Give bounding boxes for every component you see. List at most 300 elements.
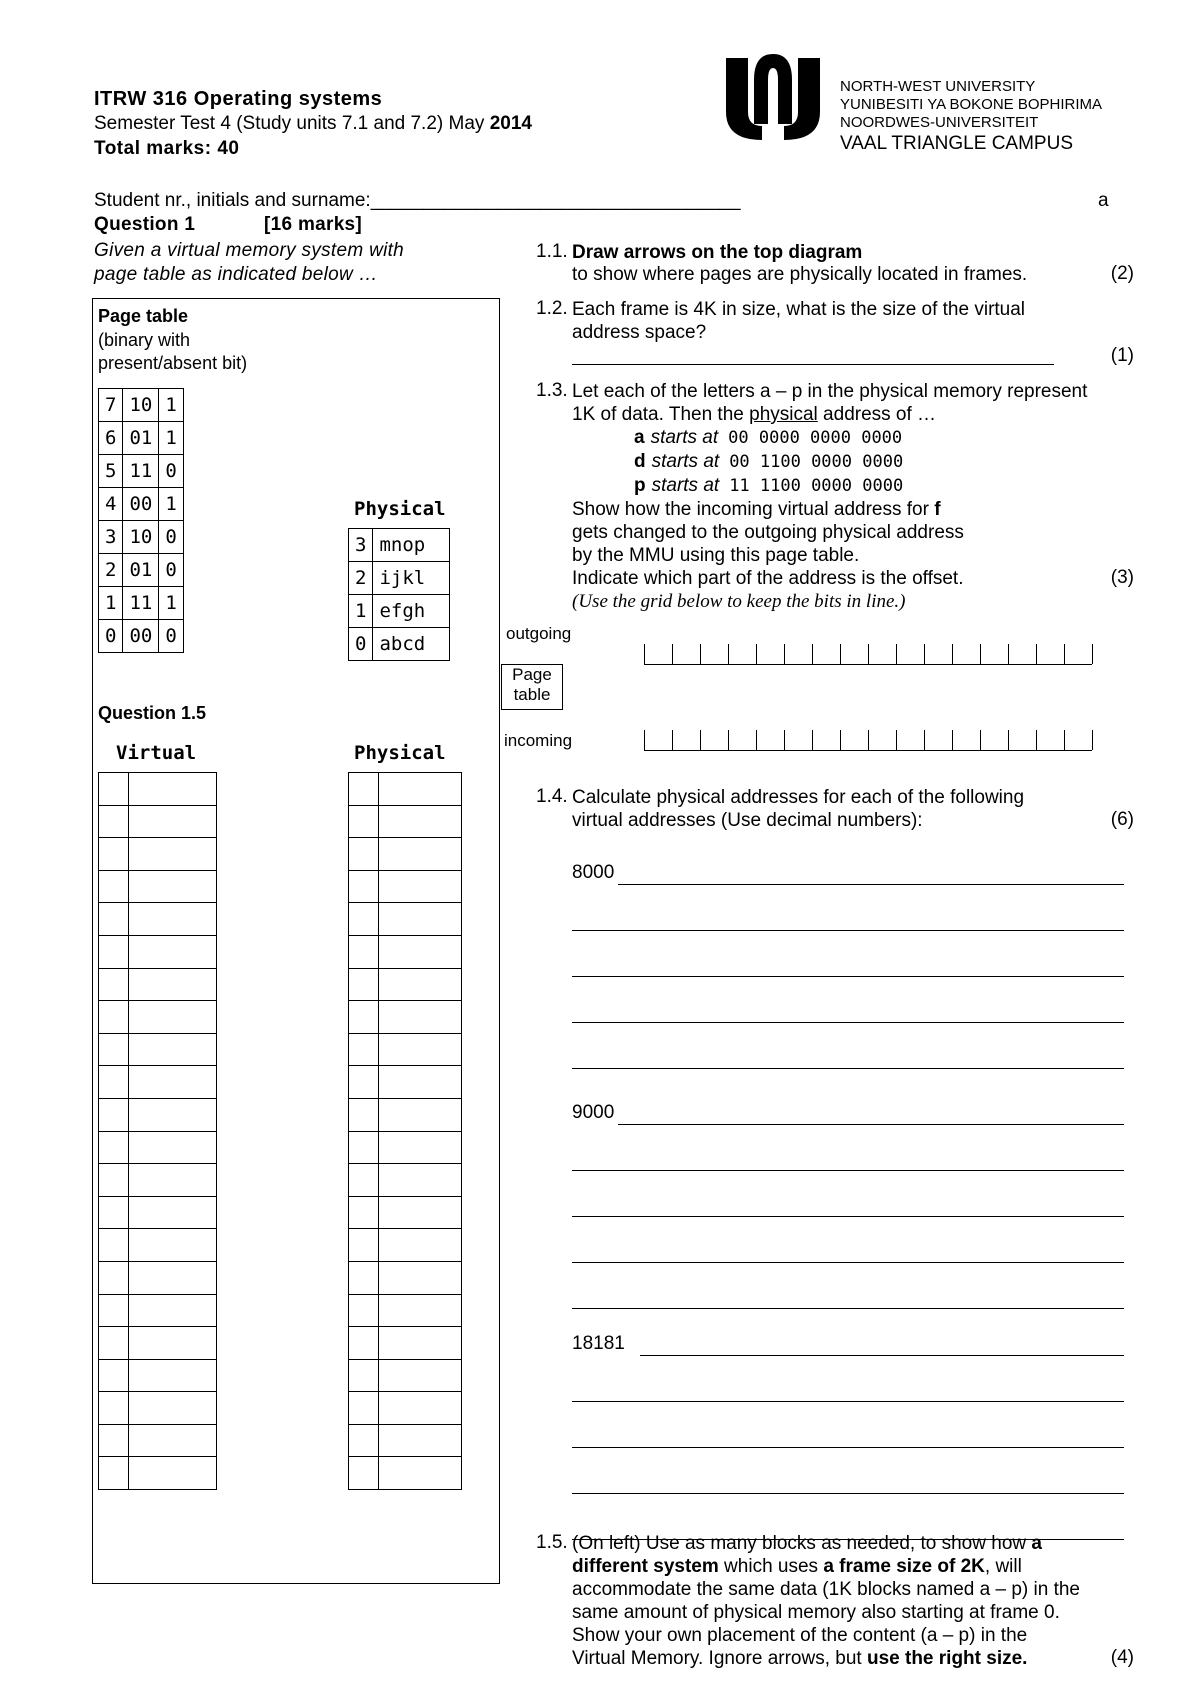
memory-block-row[interactable] — [99, 1457, 217, 1490]
bit-cell-divider — [1092, 730, 1093, 750]
q15-text-1a: (On left) Use as many blocks as needed, to show how — [572, 1533, 1032, 1554]
page-table-cell: 10 — [123, 389, 159, 422]
memory-block-cell[interactable] — [129, 903, 217, 936]
q12-text-2: address space? — [572, 322, 707, 343]
virtual-address-label: 18181 — [572, 1333, 625, 1354]
bit-cell-divider — [756, 730, 757, 750]
physical-frame-cell: 2 — [349, 562, 373, 595]
bit-cell-divider — [924, 644, 925, 664]
page-table-cell: 4 — [99, 488, 123, 521]
memory-block-cell[interactable] — [379, 1392, 462, 1425]
bit-cell-divider — [952, 644, 953, 664]
bit-cell-divider — [1008, 730, 1009, 750]
memory-block-cell[interactable] — [349, 805, 379, 838]
memory-block-cell[interactable] — [129, 1359, 217, 1392]
memory-block-cell[interactable] — [99, 1229, 129, 1262]
memory-block-row[interactable] — [99, 1327, 217, 1360]
memory-block-cell[interactable] — [99, 935, 129, 968]
memory-block-cell[interactable] — [349, 870, 379, 903]
memory-block-row[interactable] — [349, 1098, 462, 1131]
q15-text-2c: a frame size of 2K — [823, 1556, 985, 1577]
memory-block-cell[interactable] — [379, 1229, 462, 1262]
answer-line[interactable] — [572, 1308, 1124, 1309]
bit-cell-divider — [644, 730, 645, 750]
memory-block-cell[interactable] — [129, 1164, 217, 1197]
memory-block-cell[interactable] — [379, 773, 462, 806]
memory-block-cell[interactable] — [99, 1327, 129, 1360]
bit-cell-divider — [980, 730, 981, 750]
memory-block-row[interactable] — [349, 903, 462, 936]
logo-line-3: NOORDWES-UNIVERSITEIT — [840, 114, 1039, 131]
outgoing-bit-grid[interactable] — [644, 644, 1092, 665]
physical-frame-cell: efgh — [373, 595, 450, 628]
memory-block-row[interactable] — [99, 1033, 217, 1066]
subtitle-text: Semester Test 4 (Study units 7.1 and 7.2) May — [94, 113, 490, 134]
physical-label: Physical — [354, 498, 446, 520]
memory-block-cell[interactable] — [99, 1131, 129, 1164]
memory-block-cell[interactable] — [349, 1164, 379, 1197]
page-table-title: Page table — [98, 306, 189, 326]
q15-text-6a: Virtual Memory. Ignore arrows, but — [572, 1648, 867, 1669]
memory-block-cell[interactable] — [379, 1164, 462, 1197]
bit-cell-divider — [1036, 644, 1037, 664]
page-table-cell: 1 — [99, 587, 123, 620]
memory-block-cell[interactable] — [349, 903, 379, 936]
virtual-address-label: 9000 — [572, 1102, 615, 1123]
memory-block-row[interactable] — [349, 1196, 462, 1229]
memory-block-cell[interactable] — [129, 968, 217, 1001]
memory-block-cell[interactable] — [349, 1229, 379, 1262]
memory-block-row[interactable] — [349, 1327, 462, 1360]
physical-frame-row — [349, 562, 450, 595]
memory-block-cell[interactable] — [129, 1066, 217, 1099]
q15-text-4: same amount of physical memory also starting at frame 0. — [572, 1602, 1060, 1623]
incoming-bit-grid[interactable] — [644, 730, 1092, 751]
memory-block-row[interactable] — [99, 1261, 217, 1294]
physical-frame-cell: 3 — [349, 529, 373, 562]
bit-cell-divider — [812, 730, 813, 750]
q13-number: 1.3. — [536, 380, 568, 401]
memory-block-row[interactable] — [99, 838, 217, 871]
memory-block-cell[interactable] — [349, 838, 379, 871]
bit-cell-divider — [756, 644, 757, 664]
q12-mark: (1) — [1110, 345, 1134, 366]
question1-intro-1: Given a virtual memory system with — [94, 240, 405, 261]
memory-block-cell[interactable] — [129, 1294, 217, 1327]
bit-cell-divider — [728, 644, 729, 664]
physical-frame-cell: ijkl — [373, 562, 450, 595]
memory-block-cell[interactable] — [129, 1001, 217, 1034]
memory-block-cell[interactable] — [379, 1131, 462, 1164]
q12-text-1: Each frame is 4K in size, what is the size of the virtual — [572, 299, 1026, 320]
page-table-cell: 0 — [99, 620, 123, 653]
q15-text-3: accommodate the same data (1K blocks named a – p) in the — [572, 1579, 1080, 1600]
memory-block-cell[interactable] — [349, 1392, 379, 1425]
bit-cell-divider — [1064, 730, 1065, 750]
memory-block-row[interactable] — [99, 1359, 217, 1392]
test-version: a — [1098, 190, 1109, 211]
memory-block-cell[interactable] — [379, 1294, 462, 1327]
memory-block-cell[interactable] — [99, 1033, 129, 1066]
bit-cell-divider — [812, 644, 813, 664]
bit-cell-divider — [700, 644, 701, 664]
memory-block-row[interactable] — [99, 1131, 217, 1164]
bit-cell-divider — [672, 644, 673, 664]
memory-block-cell[interactable] — [379, 935, 462, 968]
mmu-table-label: table — [513, 685, 551, 704]
memory-block-cell[interactable] — [349, 1131, 379, 1164]
page-table-cell: 1 — [159, 488, 183, 521]
virtual-memory-grid[interactable] — [98, 772, 217, 1490]
q14-number: 1.4. — [536, 786, 568, 807]
memory-block-cell[interactable] — [349, 1066, 379, 1099]
memory-block-cell[interactable] — [129, 870, 217, 903]
q13-physical-word: physical — [749, 404, 818, 425]
q14-mark: (6) — [1110, 809, 1134, 830]
q15-text-1 — [572, 1532, 1042, 1555]
memory-block-cell[interactable] — [129, 1033, 217, 1066]
memory-block-row[interactable] — [349, 1359, 462, 1392]
memory-block-cell[interactable] — [349, 1001, 379, 1034]
q14-text-2: virtual addresses (Use decimal numbers): — [572, 810, 923, 831]
page-table-sub-2: present/absent bit) — [98, 353, 248, 373]
memory-block-row[interactable] — [99, 1066, 217, 1099]
memory-block-row[interactable] — [349, 1001, 462, 1034]
q13-starts-at: starts at — [651, 475, 720, 496]
answer-line[interactable] — [572, 1493, 1124, 1494]
q12-number: 1.2. — [536, 298, 568, 319]
memory-block-cell[interactable] — [129, 1131, 217, 1164]
page-table-row — [99, 521, 184, 554]
memory-block-row[interactable] — [99, 1424, 217, 1457]
memory-block-cell[interactable] — [129, 1196, 217, 1229]
q13-text-2 — [572, 403, 936, 426]
bit-cell-divider — [1036, 730, 1037, 750]
memory-block-cell[interactable] — [349, 1359, 379, 1392]
page-table-sub-1: (binary with — [98, 330, 191, 350]
page-table-cell: 0 — [159, 554, 183, 587]
memory-block-cell[interactable] — [379, 1424, 462, 1457]
university-name — [840, 78, 1102, 156]
memory-block-cell[interactable] — [99, 773, 129, 806]
memory-block-row[interactable] — [99, 968, 217, 1001]
page-table-cell: 00 — [123, 620, 159, 653]
memory-block-cell[interactable] — [99, 968, 129, 1001]
memory-block-cell[interactable] — [129, 1392, 217, 1425]
answer-line[interactable] — [618, 884, 1124, 885]
memory-block-cell[interactable] — [129, 1457, 217, 1490]
q13-address-row — [634, 475, 903, 497]
page-table-cell: 6 — [99, 422, 123, 455]
memory-block-row[interactable] — [349, 773, 462, 806]
answer-line[interactable] — [572, 976, 1124, 977]
memory-block-cell[interactable] — [129, 1424, 217, 1457]
q13-letter: a — [634, 427, 645, 448]
question1-intro-2: page table as indicated below … — [94, 264, 378, 285]
logo-line-1: NORTH-WEST UNIVERSITY — [840, 78, 1036, 95]
memory-block-cell[interactable] — [379, 1457, 462, 1490]
bit-cell-divider — [924, 730, 925, 750]
q13-text-7: (Use the grid below to keep the bits in line.) — [572, 591, 906, 612]
memory-block-cell[interactable] — [99, 1196, 129, 1229]
question1-marks: [16 marks] — [264, 214, 363, 235]
memory-block-cell[interactable] — [349, 1261, 379, 1294]
q13-address-row — [634, 451, 903, 473]
q13-text-2b: address of … — [817, 404, 937, 425]
answer-line[interactable] — [572, 1068, 1124, 1069]
memory-block-cell[interactable] — [99, 1261, 129, 1294]
page-table-cell: 10 — [123, 521, 159, 554]
memory-block-cell[interactable] — [129, 1327, 217, 1360]
memory-block-row[interactable] — [349, 1229, 462, 1262]
answer-line[interactable] — [572, 1022, 1124, 1023]
memory-block-cell[interactable] — [379, 1359, 462, 1392]
memory-block-cell[interactable] — [99, 1359, 129, 1392]
memory-block-cell[interactable] — [349, 1457, 379, 1490]
bit-cell-divider — [868, 730, 869, 750]
q15-text-1b: a — [1031, 1533, 1042, 1554]
course-title: ITRW 316 Operating systems — [94, 88, 383, 110]
memory-block-cell[interactable] — [379, 1098, 462, 1131]
bit-cell-divider — [1092, 644, 1093, 664]
memory-block-cell[interactable] — [379, 1001, 462, 1034]
q13-letter-f: f — [934, 499, 941, 520]
virtual-address-label: 8000 — [572, 862, 615, 883]
page-table-row — [99, 488, 184, 521]
bit-cell-divider — [952, 730, 953, 750]
q15-text-6b: use the right size. — [866, 1648, 1028, 1669]
subtitle-year: 2014 — [489, 113, 532, 134]
memory-block-cell[interactable] — [99, 1066, 129, 1099]
q15-text-2d: , will — [984, 1556, 1022, 1577]
page-table — [98, 388, 184, 653]
page-table-cell: 5 — [99, 455, 123, 488]
memory-block-row[interactable] — [349, 968, 462, 1001]
memory-block-row[interactable] — [99, 1098, 217, 1131]
q13-starts-at: starts at — [650, 427, 719, 448]
empty-memory-table[interactable] — [98, 772, 217, 1490]
memory-block-cell[interactable] — [99, 805, 129, 838]
memory-block-cell[interactable] — [129, 805, 217, 838]
memory-block-row[interactable] — [349, 1424, 462, 1457]
memory-block-row[interactable] — [99, 1392, 217, 1425]
memory-block-cell[interactable] — [349, 1098, 379, 1131]
memory-block-cell[interactable] — [99, 1294, 129, 1327]
page-table-cell: 0 — [159, 620, 183, 653]
q13-text-6: Indicate which part of the address is the offset. — [572, 568, 964, 589]
memory-block-cell[interactable] — [129, 1229, 217, 1262]
memory-block-cell[interactable] — [99, 870, 129, 903]
memory-block-row[interactable] — [99, 773, 217, 806]
physical-frame-row — [349, 628, 450, 661]
memory-block-cell[interactable] — [99, 1457, 129, 1490]
memory-block-row[interactable] — [99, 935, 217, 968]
memory-block-cell[interactable] — [349, 968, 379, 1001]
total-marks: Total marks: 40 — [94, 138, 240, 159]
answer-line[interactable] — [572, 1447, 1124, 1448]
memory-block-row[interactable] — [349, 1131, 462, 1164]
memory-block-cell[interactable] — [99, 1001, 129, 1034]
memory-block-cell[interactable] — [349, 935, 379, 968]
memory-block-row[interactable] — [349, 870, 462, 903]
memory-block-row[interactable] — [99, 1294, 217, 1327]
page-table-mmu-box — [501, 664, 563, 710]
student-name-field[interactable]: Student nr., initials and surname:___________________________________ — [94, 190, 741, 211]
physical-frame-row — [349, 595, 450, 628]
q13-mark: (3) — [1110, 567, 1134, 588]
q15-text-6 — [572, 1647, 1027, 1670]
page-table-cell: 11 — [123, 455, 159, 488]
question15-title: Question 1.5 — [98, 703, 207, 723]
q13-address-row — [634, 427, 902, 449]
page-table-row — [99, 422, 184, 455]
memory-block-cell[interactable] — [129, 1098, 217, 1131]
empty-memory-table[interactable] — [348, 772, 462, 1490]
memory-block-row[interactable] — [99, 1229, 217, 1262]
memory-block-row[interactable] — [349, 1164, 462, 1197]
page-table-cell: 0 — [159, 521, 183, 554]
q15-text-5: Show your own placement of the content (a – p) in the — [572, 1625, 1028, 1646]
memory-block-cell[interactable] — [99, 903, 129, 936]
answer-line[interactable] — [618, 1124, 1124, 1125]
memory-block-cell[interactable] — [379, 838, 462, 871]
memory-block-cell[interactable] — [379, 870, 462, 903]
q13-letter: p — [634, 475, 646, 496]
q13-text-3a: Show how the incoming virtual address for — [572, 499, 935, 520]
answer-line[interactable] — [572, 1401, 1124, 1402]
memory-block-cell[interactable] — [379, 1066, 462, 1099]
memory-block-row[interactable] — [99, 1196, 217, 1229]
memory-block-cell[interactable] — [379, 805, 462, 838]
page-table-cell: 11 — [123, 587, 159, 620]
memory-block-cell[interactable] — [99, 1164, 129, 1197]
answer-line[interactable] — [572, 1170, 1124, 1171]
bit-cell-divider — [896, 730, 897, 750]
bit-cell-divider — [980, 644, 981, 664]
q13-text-3 — [572, 498, 941, 521]
outgoing-label: outgoing — [506, 624, 572, 643]
memory-block-cell[interactable] — [379, 903, 462, 936]
memory-block-cell[interactable] — [129, 773, 217, 806]
bit-cell-divider — [784, 730, 785, 750]
bit-cell-divider — [840, 730, 841, 750]
answer-line[interactable] — [572, 930, 1124, 931]
page-table-cell: 1 — [159, 422, 183, 455]
page-table-row — [99, 620, 184, 653]
q13-text-4: gets changed to the outgoing physical address — [572, 522, 964, 543]
memory-block-row[interactable] — [349, 1294, 462, 1327]
physical-frame-cell: mnop — [373, 529, 450, 562]
q13-text-1: Let each of the letters a – p in the physical memory represent — [572, 381, 1088, 402]
page-table-cell: 1 — [159, 389, 183, 422]
memory-block-cell[interactable] — [349, 1294, 379, 1327]
memory-block-row[interactable] — [99, 1001, 217, 1034]
memory-block-row[interactable] — [99, 870, 217, 903]
page-table-row — [99, 587, 184, 620]
memory-block-cell[interactable] — [379, 1196, 462, 1229]
page-table-cell: 1 — [159, 587, 183, 620]
virtual-label: Virtual — [116, 742, 197, 764]
memory-block-row[interactable] — [349, 1261, 462, 1294]
bit-cell-divider — [896, 644, 897, 664]
q11-instruction: Draw arrows on the top diagram — [572, 242, 863, 263]
memory-block-cell[interactable] — [349, 1196, 379, 1229]
bit-cell-divider — [784, 644, 785, 664]
physical-label-q15: Physical — [354, 742, 446, 764]
memory-block-row[interactable] — [99, 1164, 217, 1197]
q11-mark: (2) — [1110, 263, 1134, 284]
q15-text-2a: different system — [572, 1556, 719, 1577]
memory-block-cell[interactable] — [129, 838, 217, 871]
q13-text-5: by the MMU using this page table. — [572, 545, 860, 566]
incoming-label: incoming — [504, 731, 573, 750]
q15-number: 1.5. — [536, 1532, 568, 1553]
physical-frame-cell: abcd — [373, 628, 450, 661]
memory-block-cell[interactable] — [129, 935, 217, 968]
bit-cell-divider — [868, 644, 869, 664]
test-subtitle — [94, 113, 532, 135]
memory-block-row[interactable] — [349, 1457, 462, 1490]
q11-text: to show where pages are physically located in frames. — [572, 264, 1028, 285]
page-table-cell: 01 — [123, 422, 159, 455]
university-logo-icon — [718, 50, 828, 150]
memory-block-cell[interactable] — [129, 1261, 217, 1294]
page-table-cell: 7 — [99, 389, 123, 422]
logo-line-4: VAAL TRIANGLE CAMPUS — [840, 133, 1073, 154]
memory-block-cell[interactable] — [349, 1424, 379, 1457]
memory-block-cell[interactable] — [99, 1424, 129, 1457]
q12-answer-line[interactable] — [572, 364, 1054, 365]
memory-block-row[interactable] — [349, 1066, 462, 1099]
memory-block-cell[interactable] — [99, 838, 129, 871]
memory-block-row[interactable] — [99, 903, 217, 936]
memory-block-row[interactable] — [349, 805, 462, 838]
memory-block-cell[interactable] — [349, 773, 379, 806]
answer-line[interactable] — [640, 1355, 1124, 1356]
bit-cell-divider — [728, 730, 729, 750]
q15-mark: (4) — [1110, 1647, 1134, 1668]
memory-block-cell[interactable] — [379, 1033, 462, 1066]
memory-block-cell[interactable] — [379, 1261, 462, 1294]
q13-binary-address: 00 1100 0000 0000 — [729, 452, 904, 472]
bit-cell-divider — [672, 730, 673, 750]
page-table-cell: 2 — [99, 554, 123, 587]
memory-block-row[interactable] — [99, 805, 217, 838]
q13-letter: d — [634, 451, 646, 472]
memory-block-row[interactable] — [349, 1033, 462, 1066]
q13-binary-address: 00 0000 0000 0000 — [728, 428, 903, 448]
page-table-cell: 3 — [99, 521, 123, 554]
logo-line-2: YUNIBESITI YA BOKONE BOPHIRIMA — [840, 96, 1103, 113]
physical-memory-grid[interactable] — [348, 772, 462, 1490]
memory-block-row[interactable] — [349, 838, 462, 871]
q15-text-2 — [572, 1555, 1022, 1578]
memory-block-cell[interactable] — [99, 1098, 129, 1131]
memory-block-cell[interactable] — [99, 1392, 129, 1425]
memory-block-cell[interactable] — [349, 1033, 379, 1066]
memory-block-row[interactable] — [349, 935, 462, 968]
mmu-page-label: Page — [512, 665, 552, 684]
memory-block-row[interactable] — [349, 1392, 462, 1425]
q13-text-2a: 1K of data. Then the — [572, 404, 750, 425]
answer-line[interactable] — [572, 1262, 1124, 1263]
memory-block-cell[interactable] — [379, 968, 462, 1001]
answer-line[interactable] — [572, 1216, 1124, 1217]
bit-cell-divider — [644, 644, 645, 664]
memory-block-cell[interactable] — [349, 1327, 379, 1360]
memory-block-cell[interactable] — [379, 1327, 462, 1360]
page-table-cell: 00 — [123, 488, 159, 521]
